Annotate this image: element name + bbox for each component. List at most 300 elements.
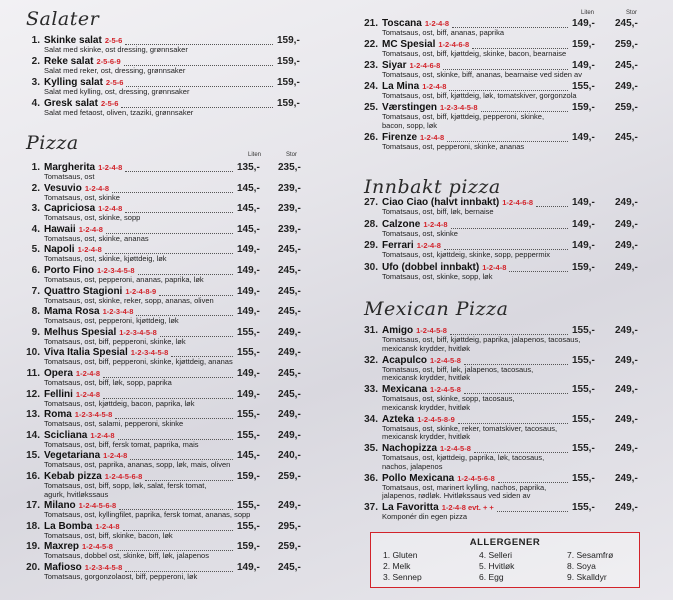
item-allergens: 1-2-4-8 (84, 183, 109, 193)
item-description: mexicansk krydder, hvitløk (382, 402, 470, 412)
item-allergens: 1-2-4-5-6-8 (457, 473, 495, 483)
menu-item (22, 285, 312, 305)
menu-item (360, 39, 665, 58)
item-number: 32. (364, 354, 378, 366)
item-number: 2. (31, 182, 40, 194)
item-allergens: 1-2-4-8 (95, 521, 120, 531)
item-name: Vegetariana (44, 450, 101, 462)
item-number: 16. (26, 471, 40, 482)
item-price-large: 239,- (278, 223, 301, 235)
menu-item (22, 203, 312, 223)
item-price-large: 245,- (278, 285, 301, 297)
item-allergens: 1-2-4-8 (77, 245, 102, 255)
item-description: Tomatsaus, ost, biff, ananas, paprika (382, 28, 505, 37)
item-price-large: 249,- (278, 429, 301, 441)
item-allergens: 1-2-3-4-5-8 (130, 348, 169, 358)
item-price-small: 145,- (237, 450, 260, 462)
item-allergens: 1-2-4-8 (90, 430, 115, 440)
item-allergens: 1-2-4-8 (423, 219, 448, 229)
item-name: Margherita (44, 162, 96, 173)
dot-leader (125, 212, 233, 213)
item-allergens: 1-2-4-6-8 (502, 198, 534, 207)
allergen-box (370, 532, 640, 588)
item-price-small: 155,- (572, 325, 595, 336)
item-price-large: 245,- (615, 131, 638, 143)
item-description: Tomatsaus, dobbel ost, skinke, biff, løk, jalapenos (44, 551, 209, 561)
item-name: Gresk salat (44, 98, 98, 109)
item-number: 37. (364, 502, 378, 513)
item-name: Firenze (382, 131, 418, 143)
item-description: Tomatsaus, ost, biff, kjøttdeig, paprika, jalapenos, tacosaus, (382, 335, 581, 344)
item-allergens: 2-5-6-9 (96, 57, 121, 66)
item-description: Tomatsaus, gorgonzolaost, biff, pepperoni, løk (44, 571, 198, 581)
dot-leader (125, 171, 233, 172)
item-name: Azteka (382, 413, 415, 425)
dot-leader (509, 271, 568, 272)
item-price-small: 149,- (572, 18, 595, 29)
mexican-title: Mexican Pizza (364, 298, 509, 320)
item-name: Capriciosa (44, 203, 96, 215)
item-number: 6. (31, 265, 40, 276)
item-price-large: 245,- (278, 244, 301, 256)
item-number: 11. (26, 368, 40, 379)
item-description: Salat med kylling, ost, dressing, grønnsaker (44, 87, 190, 96)
item-price-large: 249,- (615, 443, 638, 454)
dot-leader (451, 228, 568, 229)
dot-leader (112, 192, 233, 193)
item-description: Komponér din egen pizza (382, 512, 468, 521)
item-allergens: 1-2-4-8 evt. + + (441, 503, 494, 512)
item-price-large: 259,- (278, 471, 301, 482)
item-price-small: 135,- (237, 162, 260, 173)
item-number: 21. (364, 18, 378, 29)
menu-item (360, 443, 665, 471)
item-number: 28. (364, 218, 378, 230)
item-description: Tomatsaus, ost, skinke, reker, sopp, ananas, oliven (44, 295, 214, 305)
item-name: Opera (44, 368, 73, 379)
item-price-small: 155,- (237, 500, 260, 512)
item-price-small: 155,- (572, 502, 595, 513)
item-price-small: 155,- (237, 409, 260, 421)
item-price-large: 249,- (615, 81, 638, 92)
menu-item (22, 429, 312, 449)
item-price-small: 159,- (572, 39, 595, 50)
item-price-large: 249,- (278, 347, 301, 359)
item-name: Fellini (44, 388, 73, 400)
item-name: Toscana (382, 18, 422, 29)
item-description: Tomatsaus, ost, biff, fersk tomat, paprika, mais (44, 439, 199, 449)
item-price-small: 149,- (237, 368, 260, 379)
item-price-large: 249,- (615, 354, 638, 366)
item-price-large: 235,- (278, 162, 301, 173)
menu-item (22, 35, 312, 54)
item-price-small: 149,- (237, 388, 260, 400)
item-price-large: 249,- (615, 472, 638, 484)
item-price-small: 159,- (237, 471, 260, 482)
item-description: Tomatsaus, ost, skinke, sopp, løk (382, 271, 493, 281)
item-price-small: 149,- (237, 561, 260, 573)
menu-item (360, 197, 665, 216)
item-price-small: 149,- (237, 244, 260, 256)
allergen-item: 7. Sesamfrø (567, 550, 614, 560)
item-price-small: 149,- (237, 285, 260, 297)
item-name: Siyar (382, 60, 407, 71)
item-price-small: 155,- (237, 520, 260, 532)
item-price-small: 149,- (572, 240, 595, 251)
item-allergens: 1-2-4-8 (420, 132, 445, 142)
item-number: 23. (364, 60, 378, 71)
item-name: Napoli (44, 244, 75, 256)
item-price-large: 245,- (615, 60, 638, 71)
item-allergens: 1-2-4-8 (482, 262, 507, 272)
salater-title: Salater (26, 8, 100, 30)
allergen-item: 5. Hvitløk (479, 561, 515, 571)
item-allergens: 1-2-4-8 (78, 224, 103, 234)
item-price-large: 249,- (615, 240, 638, 251)
item-price-large: 245,- (278, 388, 301, 400)
item-name: Calzone (382, 218, 421, 230)
item-name: La Favoritta (382, 502, 439, 513)
dot-leader (536, 206, 568, 207)
item-description: Tomatsaus, ost, skinke, sopp (44, 213, 141, 223)
item-allergens: 1-2-4-8 (75, 369, 101, 378)
item-name: MC Spesial (382, 39, 436, 50)
item-number: 31. (364, 325, 378, 336)
item-number: 29. (364, 240, 378, 251)
item-allergens: 1-2-3-4-5-8 (440, 103, 478, 112)
item-description: Tomatsaus, ost, biff, pepperoni, skinke, løk (44, 336, 186, 346)
menu-item (360, 102, 665, 130)
item-price-small: 145,- (237, 182, 260, 194)
item-description: Tomatsaus, ost, kjøttdeig, bacon, paprika, løk (44, 398, 195, 408)
item-number: 3. (31, 77, 40, 88)
menu-item (360, 60, 665, 79)
item-description: Tomatsaus, ost, pepperoni, ananas, paprika, løk (44, 275, 204, 284)
item-price-small: 149,- (572, 60, 595, 71)
allergen-item: 9. Skalldyr (567, 572, 607, 582)
item-name: Mafioso (44, 561, 82, 573)
item-name: Skinke salat (44, 35, 102, 46)
item-number: 30. (364, 261, 378, 273)
item-price-small: 149,- (237, 306, 260, 318)
item-description: Tomatsaus, ost (44, 172, 95, 181)
pizza-title: Pizza (26, 132, 79, 154)
item-number: 4. (31, 223, 40, 235)
item-description: Tomatsaus, ost, pepperoni, skinke, ananas (382, 141, 525, 151)
item-price-small: 149,- (237, 265, 260, 276)
item-number: 4. (31, 98, 40, 109)
item-price-large: 245,- (278, 306, 301, 318)
item-name: Porto Fino (44, 265, 94, 276)
item-name: Mama Rosa (44, 306, 100, 318)
item-price: 159,- (277, 35, 300, 46)
item-price-small: 155,- (237, 326, 260, 338)
item-price-small: 155,- (572, 472, 595, 484)
item-name: Ferrari (382, 240, 414, 251)
item-price-large: 245,- (278, 368, 301, 379)
item-number: 19. (26, 541, 40, 553)
item-name: Quattro Stagioni (44, 285, 123, 297)
menu-item (22, 347, 312, 367)
item-name: Melhus Spesial (44, 326, 117, 338)
menu-item (22, 561, 312, 581)
item-allergens: 1-2-3-4-8 (102, 307, 134, 317)
item-price-small: 155,- (572, 81, 595, 92)
allergen-item: 3. Sennep (383, 572, 422, 582)
item-description: Tomatsaus, ost, biff, løk, jalapenos, tacosaus, (382, 364, 534, 374)
item-description: Tomatsaus, ost, kjøttdeig, skinke, sopp, peppermix (382, 250, 550, 259)
allergen-title: ALLERGENER (469, 537, 541, 548)
menu-item (22, 223, 312, 243)
item-price-large: 249,- (278, 409, 301, 421)
item-name: Vesuvio (44, 182, 82, 194)
item-allergens: 1-2-3-4-5-8 (119, 327, 157, 337)
item-number: 25. (364, 102, 378, 113)
item-price-large: 239,- (278, 203, 301, 215)
item-number: 3. (31, 203, 40, 215)
item-number: 14. (26, 429, 40, 441)
item-number: 22. (364, 39, 378, 50)
menu-item (360, 354, 665, 382)
item-price-large: 295,- (278, 520, 301, 532)
item-number: 20. (26, 561, 40, 573)
item-name: La Mina (382, 81, 420, 92)
item-allergens: 1-2-3-4-5-8 (74, 410, 113, 420)
item-price-small: 155,- (572, 413, 595, 425)
item-price-large: 259,- (615, 102, 638, 113)
item-price-small: 145,- (237, 203, 260, 215)
item-name: Nachopizza (382, 443, 438, 454)
item-name: Værstingen (382, 102, 438, 113)
menu-item (22, 471, 312, 499)
item-name: Mexicana (382, 384, 428, 395)
item-price-large: 249,- (615, 413, 638, 425)
item-description: Tomatsaus, ost, salami, pepperoni, skinke (44, 419, 184, 429)
item-description: Tomatsaus, ost, biff, pepperoni, skinke, kjøttdeig, ananas (44, 357, 233, 367)
menu-item (22, 450, 312, 470)
item-allergens: 1-2-4-5-8 (440, 444, 471, 453)
item-description: jalapenos, rødløk. Hvitløkssaus ved siden av (382, 491, 531, 500)
item-name: Milano (44, 500, 76, 512)
item-number: 2. (31, 56, 40, 67)
allergen-item: 8. Soya (567, 561, 596, 571)
item-name: Roma (44, 409, 72, 421)
menu-item (360, 413, 665, 441)
menu-item (360, 218, 665, 238)
menu-item (22, 326, 312, 346)
item-description: agurk, hvitløkssaus (44, 489, 109, 499)
item-description: Tomatsaus, ost, skinke, ananas (44, 233, 149, 243)
item-price-small: 149,- (572, 218, 595, 230)
item-name: Amigo (382, 325, 414, 336)
item-price: 159,- (277, 98, 300, 109)
item-allergens: 2-5-6 (105, 78, 124, 87)
item-number: 15. (26, 450, 40, 462)
item-description: Tomatsaus, ost, skinke (44, 192, 120, 202)
item-description: Tomatsaus, ost, skinke, biff, ananas, bearnaise ved siden av (382, 70, 582, 79)
innbakt-title: Innbakt pizza (364, 176, 501, 198)
item-price-large: 249,- (615, 197, 638, 208)
size-small-header: Liten (248, 152, 262, 158)
item-description: Tomatsaus, ost, biff, løk, bernaise (382, 207, 494, 216)
item-price-small: 159,- (572, 102, 595, 113)
item-name: Kylling salat (44, 77, 103, 88)
item-number: 8. (31, 306, 40, 318)
item-allergens: 1-2-4-5-6-8 (78, 501, 117, 511)
item-name: Ufo (dobbel innbakt) (382, 261, 480, 273)
menu-item (360, 502, 665, 521)
menu-item (360, 81, 665, 100)
item-price: 159,- (277, 77, 300, 88)
item-description: Salat med skinke, ost dressing, grønnsaker (44, 45, 188, 54)
menu-item (360, 131, 665, 151)
menu-item (360, 18, 665, 37)
item-price-large: 249,- (615, 261, 638, 273)
item-price-large: 245,- (278, 561, 301, 573)
menu-item (22, 368, 312, 387)
item-allergens: 1-2-4-8 (416, 241, 441, 250)
item-allergens: 1-2-4-6-8 (409, 61, 441, 70)
item-number: 18. (26, 520, 40, 532)
menu-item (22, 541, 312, 561)
item-price-large: 245,- (615, 18, 638, 29)
menu-item (360, 261, 665, 281)
item-description: Tomatsaus, ost, skinke, reker, tomatskiver, tacosaus, (382, 423, 558, 433)
item-description: mexicansk krydder, hvitløk (382, 432, 470, 441)
item-price-small: 159,- (237, 541, 260, 553)
allergen-item: 6. Egg (479, 572, 504, 582)
item-name: La Bomba (44, 520, 93, 532)
item-number: 9. (31, 326, 40, 338)
menu-item (22, 77, 312, 96)
menu-item (22, 244, 312, 264)
item-number: 27. (364, 197, 378, 208)
item-price-small: 155,- (237, 347, 260, 359)
item-allergens: 2-5-6 (104, 36, 123, 45)
item-description: Salat med reker, ost, dressing, grønnsaker (44, 66, 186, 75)
size-large-header: Stor (286, 152, 298, 158)
item-number: 7. (31, 285, 40, 297)
item-name: Ciao Ciao (halvt innbakt) (382, 197, 500, 208)
menu-item (22, 56, 312, 75)
item-description: Tomatsaus, ost, biff, kjøttdeig, pepperoni, skinke, (382, 112, 545, 121)
item-description: Tomatsaus, ost, marinert kylling, nachos, paprika, (382, 482, 547, 492)
item-description: Tomatsaus, ost, biff, skinke, bacon, løk (44, 530, 173, 540)
item-number: 36. (364, 472, 378, 484)
item-number: 10. (26, 347, 40, 359)
item-number: 26. (364, 131, 378, 143)
item-name: Maxrep (44, 541, 80, 553)
menu-item (360, 384, 665, 412)
item-description: Tomatsaus, ost, biff, kjøttdeig, løk, tomatskiver, gorgonzola (382, 91, 577, 100)
item-price-large: 259,- (615, 39, 638, 50)
item-price-small: 145,- (237, 223, 260, 235)
item-number: 35. (364, 443, 378, 454)
item-price-small: 155,- (572, 443, 595, 454)
item-description: Tomatsaus, ost, biff, sopp, løk, salat, fersk tomat, (44, 481, 207, 490)
menu-item (22, 265, 312, 284)
item-allergens: 1-2-3-4-5-8 (97, 266, 135, 275)
size-large-header-right: Stor (626, 10, 638, 16)
menu-item (360, 240, 665, 259)
item-description: mexicansk krydder, hvitløk (382, 373, 470, 382)
item-number: 1. (31, 35, 40, 46)
item-price-small: 155,- (237, 429, 260, 441)
item-number: 12. (26, 388, 40, 400)
item-number: 17. (26, 500, 40, 512)
item-allergens: 1-2-4-5-8 (430, 385, 461, 394)
item-description: Tomatsaus, ost, skinke, kjøttdeig, løk (44, 254, 167, 264)
item-number: 1. (31, 162, 40, 173)
item-number: 24. (364, 81, 378, 92)
item-price-small: 149,- (572, 131, 595, 143)
item-allergens: 1-2-4-5-6-8 (104, 472, 143, 481)
item-description: Tomatsaus, ost, skinke, sopp, tacosaus, (382, 394, 515, 403)
item-description: Tomatsaus, ost, pepperoni, kjøttdeig, løk (44, 316, 179, 326)
item-allergens: 2-5-6 (100, 99, 119, 108)
menu-item (22, 388, 312, 408)
item-name: Pollo Mexicana (382, 472, 455, 484)
item-number: 34. (364, 413, 378, 425)
item-allergens: 1-2-4-8-9 (125, 286, 157, 296)
item-allergens: 1-2-4-8 (98, 163, 123, 172)
item-price-small: 155,- (572, 384, 595, 395)
item-description: Tomatsaus, ost, paprika, ananas, sopp, løk, mais, oliven (44, 460, 231, 470)
item-description: Tomatsaus, ost, biff, løk, sopp, paprika (44, 378, 172, 387)
item-price-large: 249,- (278, 500, 301, 512)
item-price-large: 245,- (278, 265, 301, 276)
item-price-large: 239,- (278, 182, 301, 194)
item-allergens: 1-2-4-6-8 (438, 40, 470, 49)
item-name: Viva Italia Spesial (44, 347, 128, 359)
item-price-large: 249,- (278, 326, 301, 338)
dot-leader (497, 511, 568, 512)
item-number: 33. (364, 384, 378, 395)
item-price-large: 249,- (615, 218, 638, 230)
menu-item (22, 409, 312, 429)
item-description: bacon, sopp, løk (382, 120, 438, 130)
menu-item (360, 472, 665, 500)
item-allergens: 1-2-4-8 (422, 82, 447, 91)
item-name: Scicliana (44, 429, 88, 441)
item-price-large: 240,- (278, 450, 301, 462)
item-description: nachos, jalapenos (382, 461, 443, 471)
item-number: 13. (26, 409, 40, 421)
item-allergens: 1-2-3-4-5-8 (84, 562, 123, 572)
item-price-small: 149,- (572, 197, 595, 208)
item-price-large: 259,- (278, 541, 301, 553)
item-allergens: 1-2-4-8 (98, 204, 123, 214)
item-description: Salat med fetaost, oliven, tzaziki, grønnsaker (44, 108, 194, 117)
item-price: 159,- (277, 56, 300, 67)
item-price-large: 249,- (615, 325, 638, 336)
menu-item (22, 306, 312, 326)
allergen-item: 1. Gluten (383, 550, 418, 560)
item-allergens: 1-2-4-8 (103, 451, 128, 461)
item-description: Tomatsaus, ost, kyllingfilet, paprika, fersk tomat, ananas, sopp (44, 510, 251, 520)
item-allergens: 1-2-4-5-8-9 (417, 414, 455, 424)
menu-item (22, 98, 312, 117)
item-allergens: 1-2-4-8 (75, 389, 101, 399)
allergen-item: 2. Melk (383, 561, 411, 571)
allergen-item: 4. Selleri (479, 550, 513, 560)
item-description: Tomatsaus, ost, biff, kjøttdeig, skinke, bacon, bearnaise (382, 49, 567, 58)
menu-item (22, 182, 312, 202)
item-number: 5. (31, 244, 40, 256)
menu-item (360, 325, 665, 353)
item-allergens: 1-2-4-8 (424, 19, 450, 28)
item-allergens: 1-2-4-5-8 (430, 355, 461, 365)
